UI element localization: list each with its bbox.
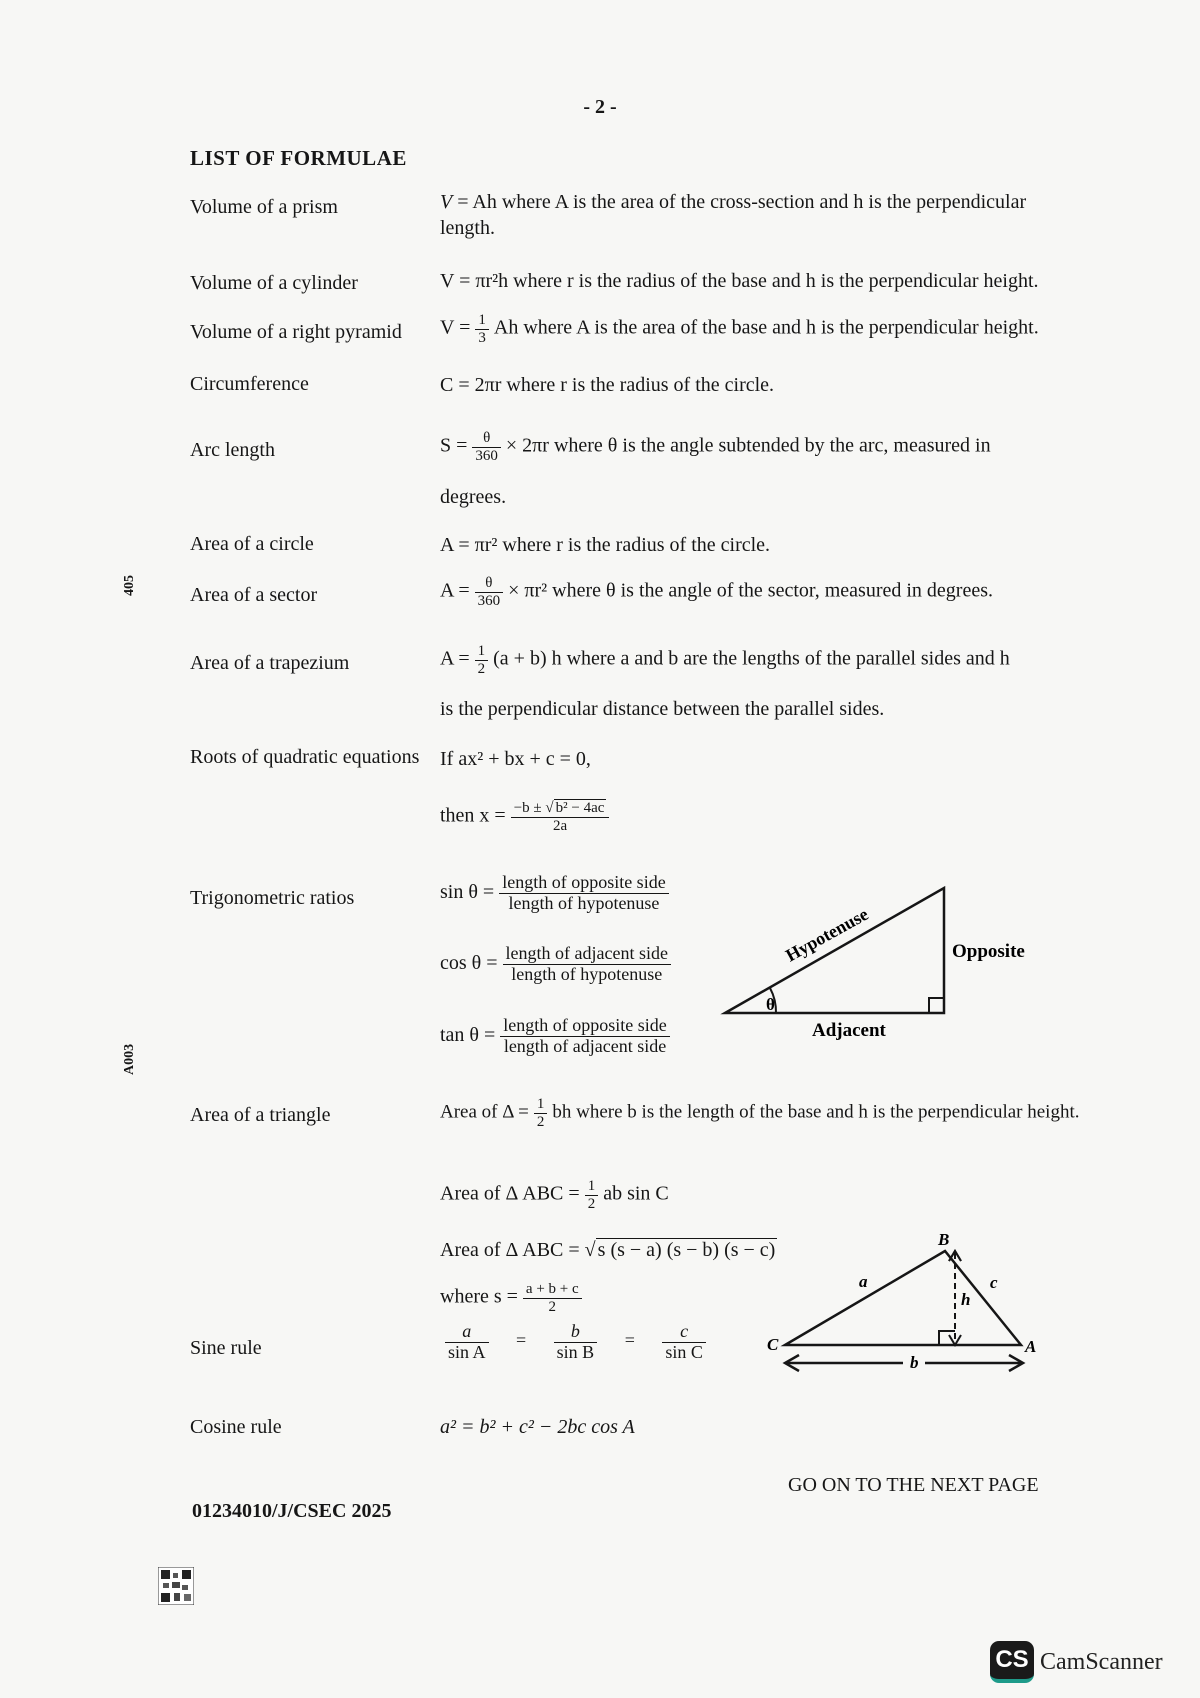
arc-fraction bbox=[472, 430, 501, 464]
vertex-B: B bbox=[938, 1230, 950, 1249]
trapezium-lhs: A = bbox=[440, 647, 470, 670]
sine-num-b: b bbox=[554, 1322, 598, 1343]
label-sine-rule: Sine rule bbox=[190, 1337, 262, 1359]
trapezium-text: where a and b are the lengths of the parallel sides and h bbox=[561, 647, 1010, 670]
triangle-den: 2 bbox=[536, 1113, 545, 1130]
arc-rhs: × 2πr bbox=[505, 434, 549, 457]
sine-frac-b bbox=[554, 1322, 598, 1363]
right-angle-marker bbox=[929, 998, 944, 1013]
tan-num: length of opposite side bbox=[500, 1016, 669, 1037]
circle-area-text: where r is the radius of the circle. bbox=[497, 534, 771, 556]
adjacent-label: Adjacent bbox=[812, 1020, 886, 1040]
prism-eq: = Ah bbox=[452, 191, 497, 213]
sector-fraction bbox=[475, 575, 504, 609]
formula-sector bbox=[440, 575, 993, 609]
sine-num-a: a bbox=[445, 1322, 489, 1343]
page-title: LIST OF FORMULAE bbox=[190, 146, 407, 170]
page-number: - 2 - bbox=[583, 96, 617, 118]
where-s-den: 2 bbox=[548, 1298, 557, 1315]
quadratic-den: 2a bbox=[552, 817, 568, 834]
sine-frac-a bbox=[445, 1322, 489, 1363]
abc-half-num: 1 bbox=[585, 1178, 599, 1196]
side-c: c bbox=[990, 1273, 998, 1292]
sector-den: 360 bbox=[477, 592, 501, 609]
pyramid-text: where A is the area of the base and h is the perpendicular height. bbox=[518, 316, 1039, 339]
qr-code-icon bbox=[158, 1567, 194, 1605]
tan-lhs: tan θ = bbox=[440, 1023, 496, 1046]
prism-lead: V bbox=[440, 191, 453, 213]
sine-den-a: sin A bbox=[448, 1341, 486, 1362]
vertex-A: A bbox=[1025, 1337, 1037, 1356]
triangle-fraction bbox=[534, 1096, 548, 1130]
sin-lhs: sin θ = bbox=[440, 880, 495, 903]
triangle-text: where b is the length of the base and h is the perpendicular height. bbox=[571, 1101, 1080, 1123]
cos-den: length of hypotenuse bbox=[511, 963, 663, 984]
arc-text: where θ is the angle subtended by the arc, measured in bbox=[548, 434, 991, 457]
quadratic-num-pre: −b ± √ bbox=[513, 800, 554, 816]
cylinder-formula: V = πr²h bbox=[440, 270, 509, 292]
trapezium-text-2: is the perpendicular distance between the parallel sides. bbox=[440, 698, 885, 720]
heron-lhs: Area of Δ ABC = √ bbox=[440, 1239, 596, 1261]
formula-sine-rule bbox=[440, 1322, 711, 1363]
label-cylinder: Volume of a cylinder bbox=[190, 272, 358, 294]
pyramid-lhs: V = bbox=[440, 316, 471, 339]
cylinder-text: where r is the radius of the base and h is the perpendicular height. bbox=[508, 270, 1039, 292]
sector-num: θ bbox=[475, 575, 504, 593]
sin-num: length of opposite side bbox=[499, 873, 668, 894]
label-trapezium: Area of a trapezium bbox=[190, 652, 350, 674]
label-prism: Volume of a prism bbox=[190, 196, 338, 218]
label-arc: Arc length bbox=[190, 439, 275, 461]
sector-lhs: A = bbox=[440, 579, 470, 602]
tan-fraction bbox=[500, 1016, 669, 1057]
side-code-top: 405 bbox=[122, 575, 137, 596]
pyramid-fraction bbox=[475, 312, 489, 346]
arc-text-2: degrees. bbox=[440, 486, 507, 508]
formula-tan bbox=[440, 1016, 675, 1057]
where-s-fraction bbox=[523, 1281, 582, 1315]
formula-triangle-base bbox=[440, 1096, 1079, 1130]
sector-rhs: × πr² bbox=[508, 579, 548, 602]
right-triangle-diagram bbox=[720, 870, 1040, 1040]
sin-den: length of hypotenuse bbox=[508, 892, 660, 913]
label-cosine-rule: Cosine rule bbox=[190, 1416, 282, 1438]
height-h: h bbox=[961, 1290, 971, 1309]
sine-eq-2: = bbox=[624, 1330, 635, 1351]
quadratic-fraction bbox=[511, 800, 610, 834]
formula-arc bbox=[440, 430, 991, 464]
circumference-formula: C = 2πr bbox=[440, 374, 502, 396]
circle-area-formula: A = πr² bbox=[440, 534, 498, 556]
arc-num: θ bbox=[472, 430, 501, 448]
formula-cosine-rule: a² = b² + c² − 2bc cos A bbox=[440, 1416, 635, 1438]
sin-fraction bbox=[499, 873, 668, 914]
label-quadratic: Roots of quadratic equations bbox=[190, 746, 420, 768]
triangle-num: 1 bbox=[534, 1096, 548, 1114]
label-circle-area: Area of a circle bbox=[190, 533, 314, 555]
sine-num-c: c bbox=[662, 1322, 706, 1343]
label-circumference: Circumference bbox=[190, 373, 309, 395]
hypotenuse-label: Hypotenuse bbox=[782, 903, 872, 966]
sector-text: where θ is the angle of the sector, measured in degrees. bbox=[547, 579, 994, 602]
quadratic-line-1: If ax² + bx + c = 0, bbox=[440, 748, 591, 770]
pyramid-den: 3 bbox=[478, 329, 486, 346]
formula-pyramid bbox=[440, 312, 1039, 346]
quadratic-then: then x = bbox=[440, 804, 506, 827]
sine-frac-c bbox=[662, 1322, 706, 1363]
trapezium-fraction bbox=[475, 643, 489, 677]
formula-circumference bbox=[440, 372, 774, 398]
paper-code: 01234010/J/CSEC 2025 bbox=[192, 1500, 392, 1522]
abc-triangle-shape bbox=[785, 1251, 1021, 1345]
formula-abc-heron bbox=[440, 1237, 777, 1263]
formula-abc-half bbox=[440, 1178, 669, 1212]
cos-fraction bbox=[503, 944, 671, 985]
trapezium-den: 2 bbox=[477, 660, 486, 677]
sine-den-c: sin C bbox=[665, 1341, 703, 1362]
formula-sin bbox=[440, 873, 674, 914]
arc-den: 360 bbox=[475, 447, 498, 464]
abc-half-fraction bbox=[585, 1178, 599, 1212]
abc-half-rhs: ab sin C bbox=[603, 1182, 669, 1205]
where-s-num: a + b + c bbox=[523, 1281, 582, 1299]
theta-label: θ bbox=[766, 995, 775, 1014]
camscanner-watermark bbox=[990, 1640, 1163, 1684]
trapezium-num: 1 bbox=[475, 643, 489, 661]
quadratic-num-rad: b² − 4ac bbox=[555, 800, 605, 816]
label-sector: Area of a sector bbox=[190, 584, 318, 606]
label-pyramid: Volume of a right pyramid bbox=[190, 321, 402, 343]
heron-radicand: s (s − a) (s − b) (s − c) bbox=[597, 1239, 776, 1261]
next-page-note: GO ON TO THE NEXT PAGE bbox=[788, 1474, 1039, 1496]
opposite-label: Opposite bbox=[952, 941, 1025, 962]
arc-lhs: S = bbox=[440, 434, 468, 457]
side-b: b bbox=[910, 1353, 919, 1372]
formula-cos bbox=[440, 944, 676, 985]
triangle-rhs: bh bbox=[552, 1101, 572, 1123]
circumference-text: where r is the radius of the circle. bbox=[501, 374, 775, 396]
abc-half-den: 2 bbox=[587, 1195, 596, 1212]
tan-den: length of adjacent side bbox=[503, 1035, 667, 1056]
side-a: a bbox=[859, 1272, 868, 1291]
formula-prism bbox=[440, 189, 1040, 241]
quadratic-num bbox=[511, 800, 610, 818]
cos-num: length of adjacent side bbox=[503, 944, 671, 965]
formula-trapezium bbox=[440, 643, 1010, 677]
sine-den-b: sin B bbox=[556, 1341, 595, 1362]
prism-text: where A is the area of the cross-section and h is the perpendicular length. bbox=[440, 191, 1027, 239]
sine-eq-1: = bbox=[516, 1330, 527, 1351]
vertex-C: C bbox=[767, 1335, 779, 1354]
camscanner-name: CamScanner bbox=[1040, 1648, 1163, 1675]
cos-lhs: cos θ = bbox=[440, 951, 498, 974]
formula-circle-area bbox=[440, 532, 770, 558]
side-code-bottom: A003 bbox=[122, 1043, 137, 1075]
formula-cylinder bbox=[440, 268, 1039, 294]
label-triangle: Area of a triangle bbox=[190, 1104, 331, 1126]
camscanner-logo: CS bbox=[990, 1641, 1034, 1683]
where-s-lhs: where s = bbox=[440, 1285, 518, 1308]
abc-triangle-diagram bbox=[765, 1225, 1045, 1375]
pyramid-rhs: Ah bbox=[493, 316, 519, 339]
triangle-lhs: Area of Δ = bbox=[440, 1101, 529, 1123]
formula-where-s bbox=[440, 1281, 587, 1315]
label-trig: Trigonometric ratios bbox=[190, 887, 355, 909]
right-triangle-shape bbox=[725, 888, 944, 1013]
formula-quadratic bbox=[440, 800, 614, 834]
pyramid-num: 1 bbox=[475, 312, 489, 330]
trapezium-rhs: (a + b) h bbox=[493, 647, 562, 670]
abc-half-lhs: Area of Δ ABC = bbox=[440, 1182, 580, 1205]
